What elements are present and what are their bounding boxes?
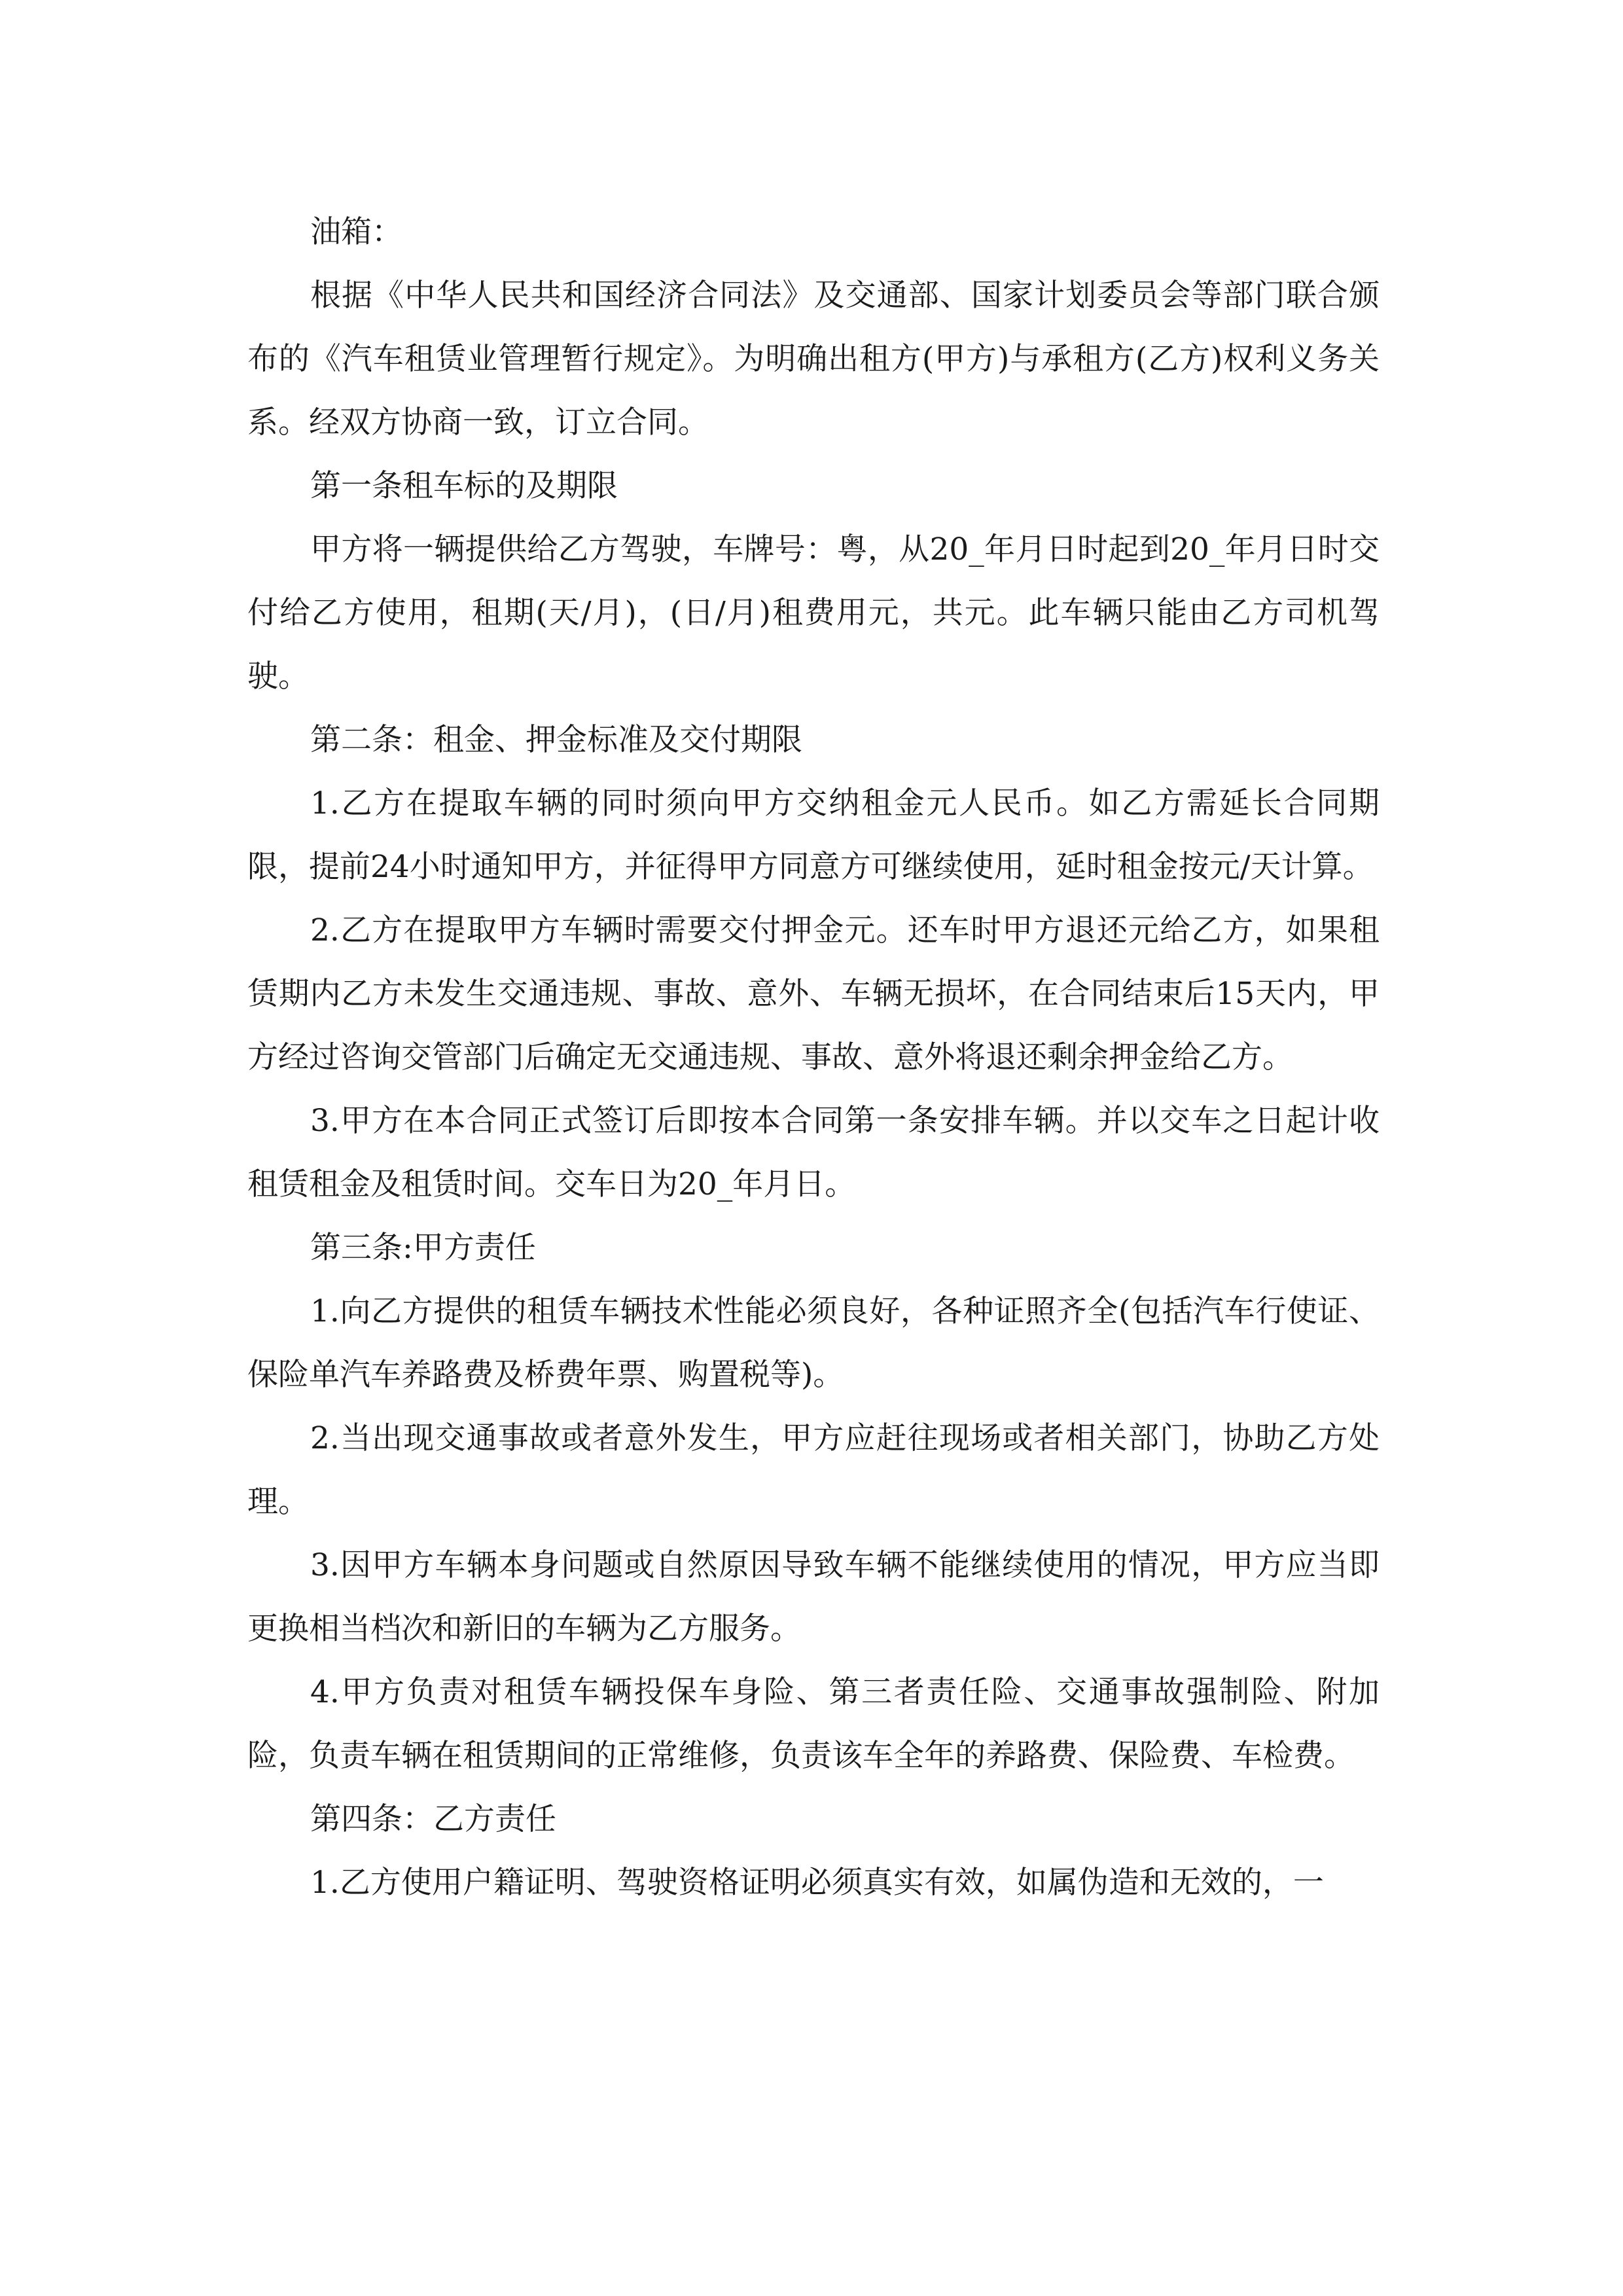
paragraph-article-4-item-1: 1.乙方使用户籍证明、驾驶资格证明必须真实有效，如属伪造和无效的，一: [310, 1865, 1324, 1901]
paragraph-article-3-item-4: 4.甲方负责对租赁车辆投保车身险、第三者责任险、交通事故强制险、附加险，负责车辆在租赁期间的正常维修，负责该车全年的养路费、保险费、车检费。: [247, 1674, 1380, 1774]
document-body: [247, 200, 1380, 1914]
heading-article-4: 第四条：乙方责任: [310, 1801, 556, 1837]
paragraph-article-3-item-2: 2.当出现交通事故或者意外发生，甲方应赶往现场或者相关部门，协助乙方处理。: [247, 1420, 1380, 1520]
paragraph-article-2-item-2: 2.乙方在提取甲方车辆时需要交付押金元。还车时甲方退还元给乙方，如果租赁期内乙方未发生交通违规、事故、意外、车辆无损坏，在合同结束后15天内，甲方经过咨询交管部门后确定无交通违规、事故、意外将退还剩余押金给乙方。: [247, 912, 1380, 1075]
paragraph-article-3-item-3: 3.因甲方车辆本身问题或自然原因导致车辆不能继续使用的情况，甲方应当即更换相当档次和新旧的车辆为乙方服务。: [247, 1547, 1380, 1647]
paragraph-article-1: 甲方将一辆提供给乙方驾驶，车牌号：粤，从20_年月日时起到20_年月日时交付给乙方使用，租期(天/月)，(日/月)租费用元，共元。此车辆只能由乙方司机驾驶。: [247, 531, 1380, 694]
paragraph-article-2-item-1: 1.乙方在提取车辆的同时须向甲方交纳租金元人民币。如乙方需延长合同期限，提前24小时通知甲方，并征得甲方同意方可继续使用，延时租金按元/天计算。: [247, 785, 1380, 885]
heading-article-2: 第二条：租金、押金标准及交付期限: [310, 722, 802, 758]
heading-article-3: 第三条:甲方责任: [310, 1230, 536, 1266]
paragraph-fuel-tank: 油箱：: [310, 214, 402, 250]
paragraph-preamble: 根据《中华人民共和国经济合同法》及交通部、国家计划委员会等部门联合颁布的《汽车租赁业管理暂行规定》。为明确出租方(甲方)与承租方(乙方)权利义务关系。经双方协商一致，订立合同。: [247, 278, 1380, 440]
paragraph-article-2-item-3: 3.甲方在本合同正式签订后即按本合同第一条安排车辆。并以交车之日起计收租赁租金及租赁时间。交车日为20_年月日。: [247, 1103, 1380, 1202]
paragraph-article-3-item-1: 1.向乙方提供的租赁车辆技术性能必须良好，各种证照齐全(包括汽车行使证、保险单汽车养路费及桥费年票、购置税等)。: [247, 1293, 1380, 1393]
heading-article-1: 第一条租车标的及期限: [310, 468, 618, 504]
